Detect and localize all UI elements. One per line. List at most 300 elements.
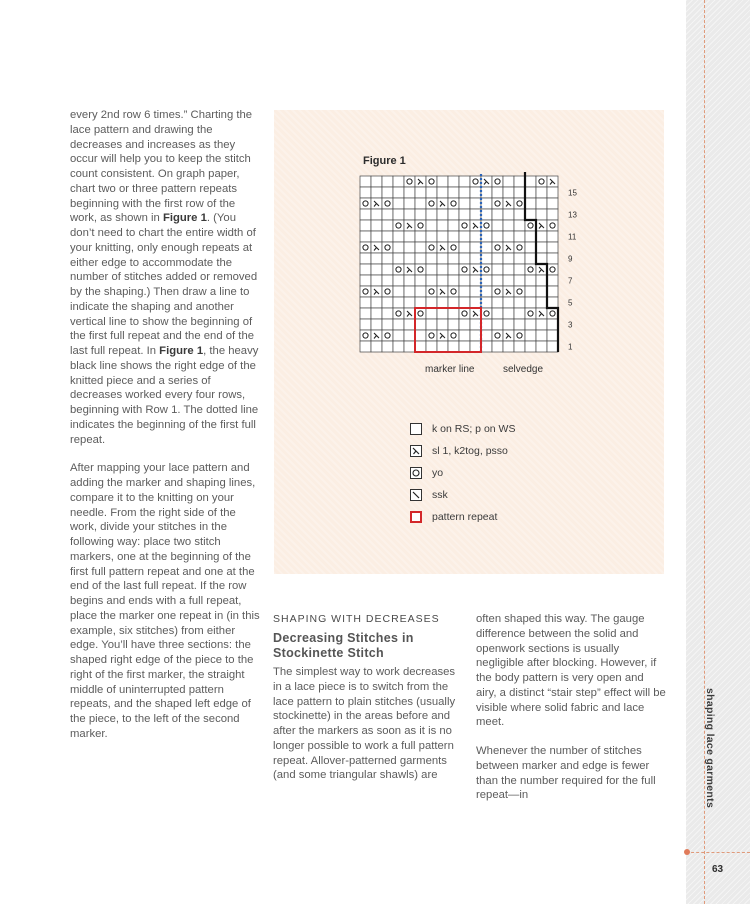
chart-cell [547, 187, 558, 198]
chart-cell [481, 286, 492, 297]
chart-cell [525, 297, 536, 308]
chart-cell [415, 275, 426, 286]
chart-cell [393, 330, 404, 341]
chart-cell [503, 209, 514, 220]
chart-cell [481, 209, 492, 220]
chart-cell [360, 176, 371, 187]
chart-cell [360, 242, 371, 253]
legend-item-knit [410, 418, 515, 440]
chart-cell [426, 253, 437, 264]
chart-cell [448, 264, 459, 275]
chart-cell [503, 275, 514, 286]
chart-cell [371, 264, 382, 275]
chart-cell [525, 187, 536, 198]
chart-cell [415, 264, 426, 275]
chart-cell [481, 308, 492, 319]
chart-cell [393, 308, 404, 319]
chart-cell [382, 264, 393, 275]
chart-cell [382, 220, 393, 231]
chart-cell [470, 242, 481, 253]
chart-cell [360, 330, 371, 341]
chart-cell [492, 253, 503, 264]
chart-cell [459, 242, 470, 253]
chart-cell [404, 275, 415, 286]
chart-cell [426, 286, 437, 297]
chart-cell [459, 308, 470, 319]
chart-cell [514, 176, 525, 187]
left-text-column [70, 108, 260, 756]
right-paragraph-1: often shaped this way. The gauge difference between the solid and openwork sections is usually negligible after blocking. However, if the body pattern is very open and airy, a distinct “stair step” effect will be visible where solid fabric and lace meet. [476, 613, 666, 729]
chart-cell [404, 187, 415, 198]
chart-cell [426, 176, 437, 187]
chart-cell [536, 330, 547, 341]
chart-cell [415, 187, 426, 198]
chart-cell [426, 198, 437, 209]
chart-cell [437, 319, 448, 330]
chart-cell [415, 209, 426, 220]
chart-cell [492, 242, 503, 253]
chart-cell [426, 330, 437, 341]
chart-cell [459, 209, 470, 220]
text-run: , the heavy black line shows the right edge of the knitted piece and a series of decreases worked every four rows, beginning with Row 1. The dotted line indicates the beginning of the first full repeat. [70, 345, 259, 446]
chart-cell [547, 330, 558, 341]
chart-cell [547, 198, 558, 209]
selvedge-label: selvedge [503, 364, 544, 375]
figure-reference: Figure 1 [162, 212, 207, 225]
chart-cell [459, 297, 470, 308]
chart-cell [481, 264, 492, 275]
chart-cell [393, 286, 404, 297]
chart-cell [437, 264, 448, 275]
chart-cell [481, 253, 492, 264]
row-number-label: 7 [568, 276, 573, 286]
chart-cell [415, 308, 426, 319]
chart-cell [536, 297, 547, 308]
chart-cell [525, 242, 536, 253]
chart-cell [448, 176, 459, 187]
chart-cell [547, 341, 558, 352]
chart-cell [470, 209, 481, 220]
chart-cell [481, 341, 492, 352]
chart-cell [514, 253, 525, 264]
chart-cell [459, 187, 470, 198]
chart-cell [503, 220, 514, 231]
lace-chart [354, 172, 584, 382]
chart-cell [426, 341, 437, 352]
running-chapter-label: shaping lace garments [704, 688, 716, 809]
chart-cell [437, 176, 448, 187]
chart-cell [503, 231, 514, 242]
chart-cell [547, 319, 558, 330]
figure-title: Figure 1 [363, 155, 406, 167]
chart-cell [371, 209, 382, 220]
text-run: . (You don’t need to chart the entire width of your knitting, only enough repeats at either edge to accommodate the number of stitches added or removed by the shaping.) Then draw a line to indicate the shaping and another vertical line to show the beginning of the first full repeat and the end of the last full repeat. In [70, 212, 258, 357]
chart-cell [415, 319, 426, 330]
chart-cell [459, 330, 470, 341]
chart-cell [459, 198, 470, 209]
chart-cell [393, 297, 404, 308]
left-paragraph-1 [70, 108, 260, 447]
chart-cell [382, 286, 393, 297]
chart-cell [404, 253, 415, 264]
legend-label: k on RS; p on WS [432, 423, 516, 435]
chart-legend [410, 418, 515, 528]
chart-cell [470, 231, 481, 242]
chart-cell [470, 330, 481, 341]
chart-cell [503, 319, 514, 330]
chart-cell [514, 209, 525, 220]
chart-cell [492, 341, 503, 352]
chart-cell [382, 308, 393, 319]
chart-cell [360, 220, 371, 231]
chart-cell [415, 330, 426, 341]
chart-cell [459, 286, 470, 297]
chart-cell [459, 231, 470, 242]
chart-cell [492, 308, 503, 319]
row-number-label: 9 [568, 254, 573, 264]
chart-cell [426, 187, 437, 198]
chart-cell [382, 253, 393, 264]
chart-cell [371, 231, 382, 242]
chart-cell [481, 297, 492, 308]
chart-cell [404, 319, 415, 330]
chart-cell [448, 330, 459, 341]
row-number-label: 11 [568, 232, 577, 242]
legend-label: pattern repeat [432, 511, 498, 523]
chart-cell [415, 297, 426, 308]
chart-cell [459, 264, 470, 275]
chart-cell [437, 253, 448, 264]
chart-cell [382, 330, 393, 341]
chart-cell [470, 198, 481, 209]
chart-cell [448, 319, 459, 330]
chart-cell [536, 198, 547, 209]
chart-cell [448, 231, 459, 242]
chart-cell [360, 275, 371, 286]
chart-cell [492, 297, 503, 308]
chart-cell [459, 341, 470, 352]
chart-cell [437, 209, 448, 220]
chart-cell [404, 341, 415, 352]
chart-cell [382, 275, 393, 286]
chart-cell [536, 231, 547, 242]
row-number-label: 13 [568, 210, 577, 220]
subsection-heading: Decreasing Stitches in Stockinette Stitch [273, 631, 414, 660]
chart-cell [371, 308, 382, 319]
chart-cell [470, 187, 481, 198]
legend-item-sl1-k2tog-psso [410, 440, 515, 462]
chart-cell [536, 176, 547, 187]
chart-cell [415, 253, 426, 264]
chart-cell [393, 275, 404, 286]
chart-cell [459, 319, 470, 330]
chart-cell [448, 253, 459, 264]
chart-cell [437, 231, 448, 242]
chart-cell [448, 341, 459, 352]
chart-cell [525, 275, 536, 286]
chart-cell [481, 275, 492, 286]
chart-cell [360, 341, 371, 352]
chart-cell [536, 209, 547, 220]
chart-cell [514, 220, 525, 231]
chart-cell [470, 297, 481, 308]
chart-cell [382, 341, 393, 352]
chart-cell [525, 330, 536, 341]
chart-cell [382, 319, 393, 330]
chart-cell [470, 286, 481, 297]
ssk-icon [410, 489, 422, 501]
figure-panel [274, 110, 664, 574]
section-heading: SHAPING WITH DECREASES [273, 613, 440, 625]
chart-cell [360, 209, 371, 220]
sl1-k2tog-psso-icon [410, 445, 422, 457]
chart-cell [470, 176, 481, 187]
chart-cell [393, 242, 404, 253]
chart-cell [470, 253, 481, 264]
chart-cell [536, 242, 547, 253]
chart-cell [360, 253, 371, 264]
chart-cell [382, 297, 393, 308]
right-text-column [476, 612, 666, 817]
chart-cell [426, 275, 437, 286]
chart-cell [382, 198, 393, 209]
chart-cell [514, 264, 525, 275]
pattern-repeat-icon [410, 511, 422, 523]
chart-cell [459, 253, 470, 264]
chart-cell [536, 319, 547, 330]
chart-cell [426, 308, 437, 319]
row-number-label: 3 [568, 320, 573, 330]
chart-cell [415, 341, 426, 352]
dashed-guide-horizontal [686, 852, 750, 853]
chart-cell [415, 231, 426, 242]
chart-cell [404, 286, 415, 297]
chart-cell [514, 242, 525, 253]
chart-cell [547, 220, 558, 231]
chart-cell [492, 220, 503, 231]
chart-cell [536, 286, 547, 297]
chart-cell [492, 319, 503, 330]
chart-cell [437, 220, 448, 231]
chart-cell [492, 330, 503, 341]
chart-cell [437, 275, 448, 286]
chart-cell [525, 198, 536, 209]
chart-cell [492, 231, 503, 242]
chart-cell [481, 319, 492, 330]
chart-cell [371, 176, 382, 187]
chart-cell [393, 209, 404, 220]
chart-cell [536, 187, 547, 198]
chart-cell [426, 264, 437, 275]
chart-cell [360, 319, 371, 330]
chart-cell [492, 176, 503, 187]
chart-cell [481, 242, 492, 253]
chart-cell [503, 297, 514, 308]
chart-cell [525, 308, 536, 319]
chart-cell [360, 286, 371, 297]
chart-cell [514, 198, 525, 209]
chart-cell [514, 341, 525, 352]
chart-cell [525, 286, 536, 297]
chart-cell [437, 187, 448, 198]
chart-cell [514, 286, 525, 297]
chart-cell [371, 187, 382, 198]
chart-cell [547, 253, 558, 264]
chart-cell [448, 187, 459, 198]
chart-cell [481, 198, 492, 209]
chart-cell [371, 275, 382, 286]
chart-cell [514, 319, 525, 330]
chart-cell [514, 231, 525, 242]
chart-cell [492, 264, 503, 275]
chart-cell [382, 176, 393, 187]
chart-cell [360, 308, 371, 319]
middle-text-column: The simplest way to work decreases in a lace piece is to switch from the lace pattern to plain stitches (usually stockinette) in the areas before and after the markers as soon as it is no longer possible to work a full pattern repeat. Allover-patterned garments (and some triangular shawls) are [273, 666, 456, 782]
chart-cell [525, 253, 536, 264]
chart-cell [547, 286, 558, 297]
chart-cell [437, 297, 448, 308]
figure-reference: Figure 1 [159, 345, 204, 357]
chart-cell [415, 198, 426, 209]
chart-cell [481, 231, 492, 242]
chart-cell [393, 253, 404, 264]
chart-cell [525, 264, 536, 275]
chart-cell [360, 231, 371, 242]
chart-cell [426, 231, 437, 242]
chart-cell [404, 176, 415, 187]
chart-cell [525, 231, 536, 242]
chart-cell [547, 264, 558, 275]
chart-cell [415, 242, 426, 253]
chart-cell [448, 275, 459, 286]
chart-cell [371, 341, 382, 352]
chart-cell [503, 253, 514, 264]
chart-cell [360, 297, 371, 308]
chart-cell [415, 220, 426, 231]
chart-cell [503, 341, 514, 352]
chart-cell [503, 264, 514, 275]
marker-line-label: marker line [425, 364, 475, 375]
chart-cell [382, 187, 393, 198]
chart-cell [525, 341, 536, 352]
chart-cell [426, 220, 437, 231]
chart-cell [525, 209, 536, 220]
chart-cell [459, 220, 470, 231]
chart-cell [459, 275, 470, 286]
chart-cell [536, 253, 547, 264]
chart-cell [404, 209, 415, 220]
chart-cell [360, 264, 371, 275]
chart-cell [492, 198, 503, 209]
chart-cell [404, 198, 415, 209]
chart-cell [492, 275, 503, 286]
chart-cell [470, 275, 481, 286]
chart-cell [404, 231, 415, 242]
chart-cell [514, 275, 525, 286]
chart-cell [536, 341, 547, 352]
chart-cell [393, 176, 404, 187]
chart-cell [393, 231, 404, 242]
chart-cell [448, 198, 459, 209]
guide-dot-icon [684, 849, 690, 855]
chart-cell [481, 330, 492, 341]
chart-cell [371, 253, 382, 264]
chart-cell [393, 187, 404, 198]
left-paragraph-2: After mapping your lace pattern and adding the marker and shaping lines, compare it to the knitting on your needle. From the right side of the work, divide your stitches in the following way: place two stitch markers, one at the beginning of the first full pattern repeat and one at the end of the last full repeat. If the row begins and ends with a full repeat, place the marker one repeat in (in this example, six stitches) from either edge. You’ll have three sections: the shaped right edge of the piece to the right of the first marker, the straight middle of uninterrupted pattern repeats, and the shaped left edge of the piece, to the left of the second marker. [70, 462, 260, 740]
chart-cell [470, 341, 481, 352]
chart-cell [371, 297, 382, 308]
chart-cell [503, 187, 514, 198]
chart-cell [547, 209, 558, 220]
chart-cell [547, 275, 558, 286]
knit-square-icon [410, 423, 422, 435]
chart-cell [393, 319, 404, 330]
chart-cell [437, 341, 448, 352]
legend-label: sl 1, k2tog, psso [432, 445, 508, 457]
chart-cell [426, 297, 437, 308]
chart-cell [536, 275, 547, 286]
chart-cell [525, 220, 536, 231]
chart-cell [514, 187, 525, 198]
chart-cell [514, 330, 525, 341]
chart-cell [382, 231, 393, 242]
text-run: every 2nd row 6 times.” Charting the lace pattern and drawing the decreases and increases as they occur will help you to keep the stitch count consistent. On graph paper, chart two or three pattern repeats beginning with the first row of the work, as shown in [70, 109, 253, 225]
chart-cell [481, 187, 492, 198]
chart-cell [503, 176, 514, 187]
chart-cell [525, 176, 536, 187]
chart-cell [547, 231, 558, 242]
chart-cell [426, 209, 437, 220]
chart-cell [404, 242, 415, 253]
legend-item-yo [410, 462, 515, 484]
chart-cell [393, 198, 404, 209]
row-number-label: 1 [568, 342, 573, 352]
legend-label: yo [432, 467, 444, 479]
chart-cell [393, 341, 404, 352]
chart-cell [393, 220, 404, 231]
chart-cell [448, 242, 459, 253]
chart-cell [448, 286, 459, 297]
legend-item-ssk [410, 484, 515, 506]
row-number-label: 5 [568, 298, 573, 308]
chart-cell [448, 297, 459, 308]
chart-cell [382, 242, 393, 253]
side-tab-strip [686, 0, 750, 904]
chart-cell [492, 286, 503, 297]
chart-cell [525, 319, 536, 330]
chart-cell [547, 308, 558, 319]
yo-icon [410, 467, 422, 479]
chart-cell [393, 264, 404, 275]
chart-cell [360, 187, 371, 198]
chart-cell [448, 220, 459, 231]
chart-cell [404, 297, 415, 308]
chart-cell [514, 308, 525, 319]
legend-item-pattern-repeat [410, 506, 515, 528]
row-number-label: 15 [568, 188, 577, 198]
chart-cell [404, 330, 415, 341]
chart-cell [547, 297, 558, 308]
chart-cell [371, 220, 382, 231]
chart-cell [426, 319, 437, 330]
chart-cell [470, 319, 481, 330]
chart-cell [547, 242, 558, 253]
chart-cell [448, 209, 459, 220]
chart-cell [415, 286, 426, 297]
chart-cell [459, 176, 470, 187]
page-number: 63 [712, 864, 724, 875]
chart-cell [437, 308, 448, 319]
